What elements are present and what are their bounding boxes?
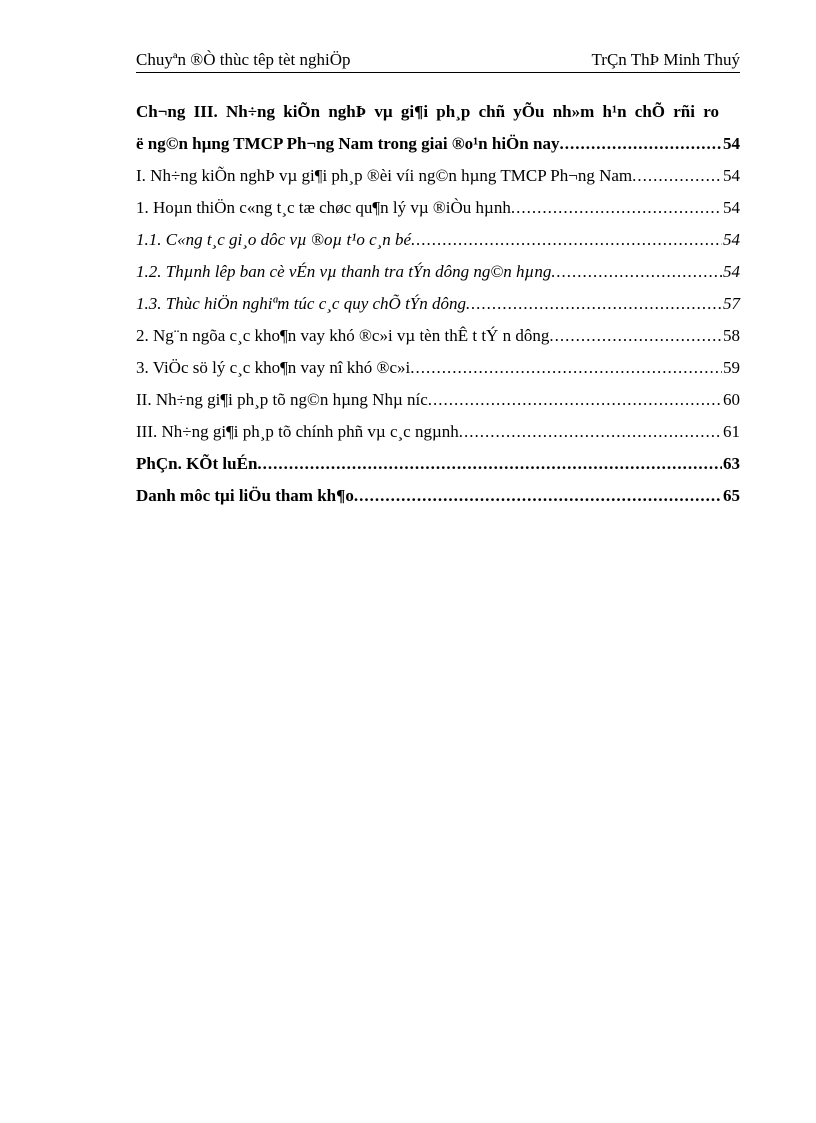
toc-entry-1-3 — [136, 288, 740, 320]
toc-leader-dots — [459, 416, 722, 448]
toc-leader-dots — [410, 352, 722, 384]
toc-entry-label: 2. Ng¨n ngõa c¸c kho¶n vay khó ®c»i vµ tèn thÊ t tÝ n dông — [136, 326, 550, 345]
toc-entry-2 — [136, 320, 740, 352]
toc-leader-dots — [257, 448, 722, 480]
toc-entry-section-2 — [136, 384, 740, 416]
toc-leader-dots — [551, 256, 722, 288]
toc-entry-label: PhÇn. KÕt luÉn — [136, 454, 258, 473]
toc-leader-dots — [559, 128, 722, 160]
toc-entry-label: 1.2. Thµnh lêp ban cè vÉn vµ thanh tra tÝn dông ng©n hµng — [136, 262, 552, 281]
toc-entry-page: 54 — [723, 166, 740, 185]
toc-entry-chapter-3-line-2 — [136, 128, 740, 160]
toc-leader-dots — [549, 320, 722, 352]
toc-entry-3 — [136, 352, 740, 384]
toc-entry-page: 58 — [723, 326, 740, 345]
toc-entry-label: II. Nh÷ng gi¶i ph¸p tõ ng©n hµng Nhµ níc — [136, 390, 428, 409]
toc-entry-section-3 — [136, 416, 740, 448]
toc-leader-dots — [511, 192, 722, 224]
toc-entry-chapter-3-line-1 — [136, 96, 740, 128]
toc-entry-page: 57 — [723, 294, 740, 313]
table-of-contents — [136, 96, 740, 512]
toc-leader-dots — [354, 480, 722, 512]
header-author: TrÇn ThÞ Minh Thuý — [591, 50, 740, 69]
toc-leader-dots — [411, 224, 722, 256]
toc-leader-dots — [428, 384, 722, 416]
toc-entry-label: ë ng©n hµng TMCP Ph¬ng Nam trong giai ®o¹n hiÖn nay — [136, 134, 560, 153]
toc-entry-label: I. Nh÷ng kiÕn nghÞ vµ gi¶i ph¸p ®èi víi ng©n hµng TMCP Ph¬ng Nam — [136, 166, 633, 185]
toc-entry-label: 1. Hoµn thiÖn c«ng t¸c tæ chøc qu¶n lý vµ ®iÒu hµnh — [136, 198, 511, 217]
toc-entry-references — [136, 480, 740, 512]
header-title: Chuyªn ®Ò thùc têp tèt nghiÖp — [136, 50, 351, 69]
toc-entry-label: 1.3. Thùc hiÖn nghiªm túc c¸c quy chÕ tÝn dông — [136, 294, 467, 313]
toc-entry-page: 65 — [723, 486, 740, 505]
toc-entry-page: 61 — [723, 422, 740, 441]
toc-entry-page: 54 — [723, 262, 740, 281]
toc-entry-1-1 — [136, 224, 740, 256]
toc-entry-page: 54 — [723, 230, 740, 249]
toc-entry-label: 3. ViÖc sö lý c¸c kho¶n vay nî khó ®c»i — [136, 358, 411, 377]
toc-leader-dots — [632, 160, 722, 192]
toc-entry-label: Danh môc tµi liÖu tham kh¶o — [136, 486, 354, 505]
toc-entry-page: 59 — [723, 358, 740, 377]
toc-entry-1-2 — [136, 256, 740, 288]
toc-entry-page: 54 — [723, 134, 740, 153]
toc-entry-1 — [136, 192, 740, 224]
toc-entry-section-1 — [136, 160, 740, 192]
toc-entry-label: Ch¬ng III. Nh÷ng kiÕn nghÞ vµ gi¶i ph¸p chñ yÕu nh»m h¹n chÕ rñi ro — [136, 102, 719, 121]
toc-entry-page: 54 — [723, 198, 740, 217]
toc-leader-dots — [466, 288, 722, 320]
toc-entry-label: 1.1. C«ng t¸c gi¸o dôc vµ ®oµ t¹o c¸n bé — [136, 230, 412, 249]
toc-entry-page: 60 — [723, 390, 740, 409]
toc-entry-conclusion — [136, 448, 740, 480]
toc-entry-label: III. Nh÷ng gi¶i ph¸p tõ chính phñ vµ c¸c ngµnh — [136, 422, 459, 441]
toc-entry-page: 63 — [723, 454, 740, 473]
page-header — [136, 50, 740, 73]
